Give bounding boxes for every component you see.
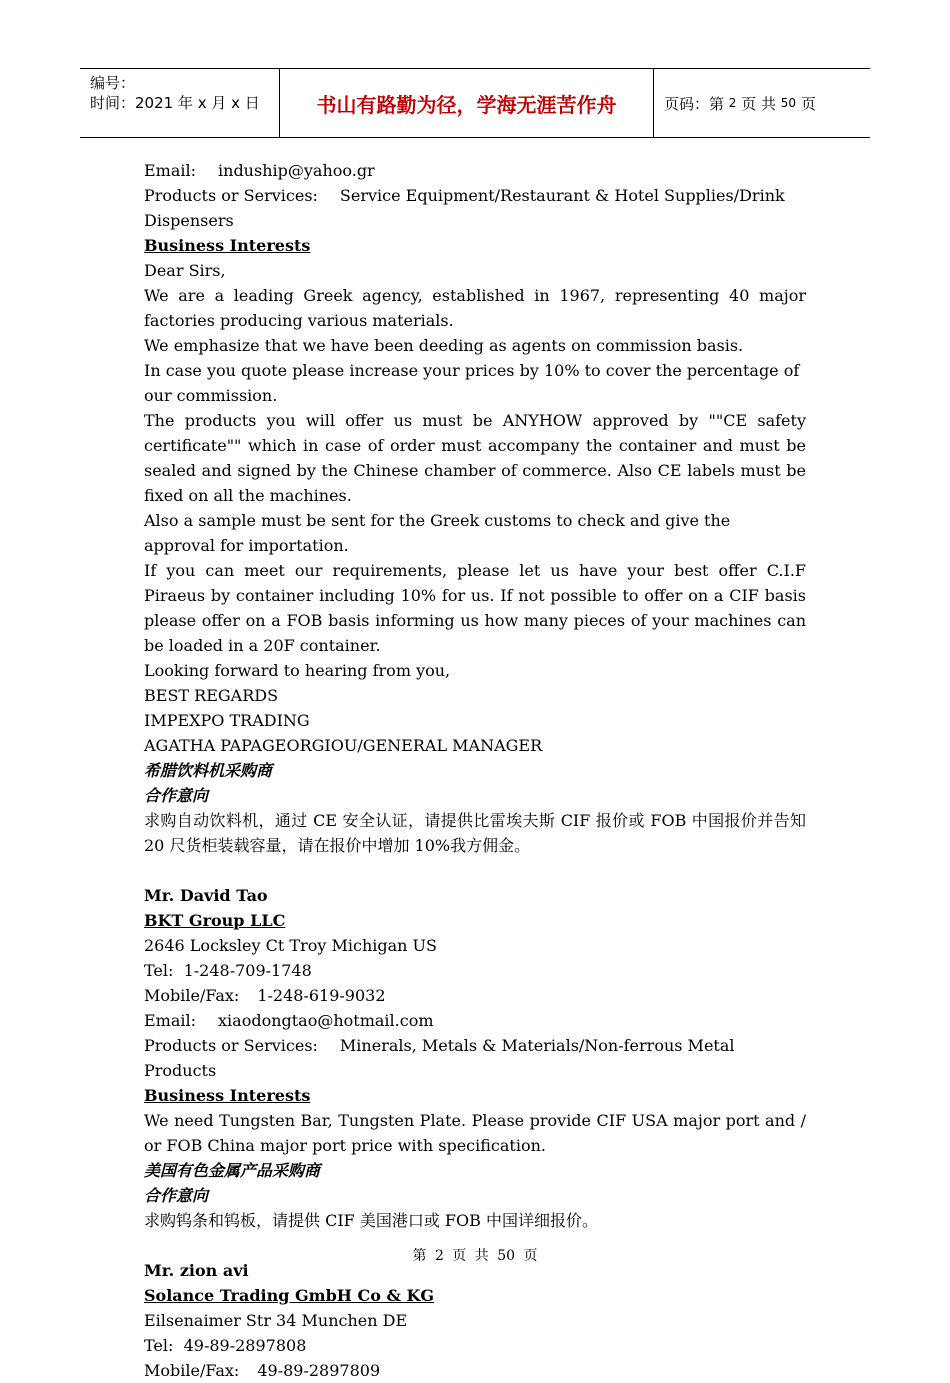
entry3-contact-name: Mr. zion avi bbox=[144, 1261, 249, 1280]
products-value: Minerals, Metals & Materials/Non-ferrous Metal Products bbox=[144, 1036, 735, 1080]
entry2-products-line bbox=[144, 1033, 806, 1083]
spacer bbox=[144, 858, 806, 883]
entry1-products-line bbox=[144, 183, 806, 233]
entry1-cn-subtitle: 合作意向 bbox=[144, 786, 209, 805]
letter-line: Dear Sirs, bbox=[144, 261, 226, 280]
entry3-address: Eilsenaimer Str 34 Munchen DE bbox=[144, 1311, 408, 1330]
tel-label: Tel: bbox=[144, 1336, 174, 1355]
entry1-cn-text: 求购自动饮料机，通过 CE 安全认证，请提供比雷埃夫斯 CIF 报价或 FOB 中国报价并告知 20 尺货柜装载容量，请在报价中增加 10%我方佣金。 bbox=[144, 811, 806, 855]
email-label: Email: bbox=[144, 1011, 197, 1030]
email-value: induship@yahoo.gr bbox=[218, 161, 375, 180]
tel-value: 49-89-2897808 bbox=[183, 1336, 307, 1355]
entry2-tel-line bbox=[144, 958, 806, 983]
mobile-value: 1-248-619-9032 bbox=[257, 986, 386, 1005]
page-prefix: 页码：第 bbox=[664, 94, 725, 113]
letter-line: BEST REGARDS bbox=[144, 686, 279, 705]
header-meta bbox=[80, 69, 280, 137]
entry2-address: 2646 Locksley Ct Troy Michigan US bbox=[144, 936, 437, 955]
letter-line: The products you will offer us must be ANYHOW approved by ""CE safety certificate"" which in case of order must accompany the container and must be sealed and signed by the Chinese chamber of commerce. Also CE labels must be fixed on all the machines. bbox=[144, 411, 806, 505]
mobile-value: 49-89-2897809 bbox=[257, 1361, 381, 1380]
page-footer: 第 2 页 共 50 页 bbox=[412, 1248, 538, 1264]
entry3-tel-line bbox=[144, 1333, 806, 1358]
page-header bbox=[80, 68, 870, 138]
entry2-email-line bbox=[144, 1008, 806, 1033]
tel-value: 1-248-709-1748 bbox=[183, 961, 312, 980]
entry1-interests-heading: Business Interests bbox=[144, 236, 311, 255]
page-num: 2 bbox=[728, 96, 737, 110]
mobile-label: Mobile/Fax: bbox=[144, 1361, 240, 1380]
header-motto: 书山有路勤为径，学海无涯苦作舟 bbox=[280, 69, 654, 137]
entry2-mobile-line bbox=[144, 983, 806, 1008]
entry3-company-name: Solance Trading GmbH Co & KG bbox=[144, 1286, 435, 1305]
letter-line: Looking forward to hearing from you, bbox=[144, 661, 451, 680]
header-page-number bbox=[654, 69, 870, 137]
letter-line: In case you quote please increase your prices by 10% to cover the percentage of our commission. bbox=[144, 361, 800, 405]
entry2-contact-name: Mr. David Tao bbox=[144, 886, 268, 905]
tel-label: Tel: bbox=[144, 961, 174, 980]
entry2-cn-title: 美国有色金属产品采购商 bbox=[144, 1161, 321, 1180]
entry1-email-line bbox=[144, 158, 806, 183]
products-label: Products or Services: bbox=[144, 186, 318, 205]
letter-line: We emphasize that we have been deeding as agents on commission basis. bbox=[144, 336, 744, 355]
email-value: xiaodongtao@hotmail.com bbox=[218, 1011, 434, 1030]
letter-line: AGATHA PAPAGEORGIOU/GENERAL MANAGER bbox=[144, 736, 543, 755]
page-mid: 页 共 bbox=[741, 94, 776, 113]
letter-line: IMPEXPO TRADING bbox=[144, 711, 310, 730]
entry3-mobile-line bbox=[144, 1358, 806, 1383]
document-body bbox=[144, 158, 806, 1383]
date-label: 时间：2021 年 x 月 x 日 bbox=[90, 94, 260, 112]
entry2-company-name: BKT Group LLC bbox=[144, 911, 286, 930]
entry2-interests-heading: Business Interests bbox=[144, 1086, 311, 1105]
letter-line: If you can meet our requirements, please let us have your best offer C.I.F Piraeus by container including 10% for us. If not possible to offer on a CIF basis please offer on a FOB basis informing us how many pieces of your machines can be loaded in a 20F container. bbox=[144, 561, 806, 655]
letter-line: Also a sample must be sent for the Greek customs to check and give the approval for importation. bbox=[144, 511, 731, 555]
products-value: Service Equipment/Restaurant & Hotel Supplies/Drink Dispensers bbox=[144, 186, 785, 230]
entry1-cn-title: 希腊饮料机采购商 bbox=[144, 761, 273, 780]
mobile-label: Mobile/Fax: bbox=[144, 986, 240, 1005]
letter-line: We are a leading Greek agency, established in 1967, representing 40 major factories producing various materials. bbox=[144, 286, 806, 330]
products-label: Products or Services: bbox=[144, 1036, 318, 1055]
page-total: 50 bbox=[780, 96, 797, 110]
entry2-cn-text: 求购钨条和钨板，请提供 CIF 美国港口或 FOB 中国详细报价。 bbox=[144, 1211, 598, 1230]
entry2-interest-text: We need Tungsten Bar, Tungsten Plate. Please provide CIF USA major port and / or FOB China major port price with specification. bbox=[144, 1111, 806, 1155]
serial-label: 编号： bbox=[90, 74, 136, 92]
entry2-cn-subtitle: 合作意向 bbox=[144, 1186, 209, 1205]
email-label: Email: bbox=[144, 161, 197, 180]
page-suffix: 页 bbox=[800, 94, 816, 113]
